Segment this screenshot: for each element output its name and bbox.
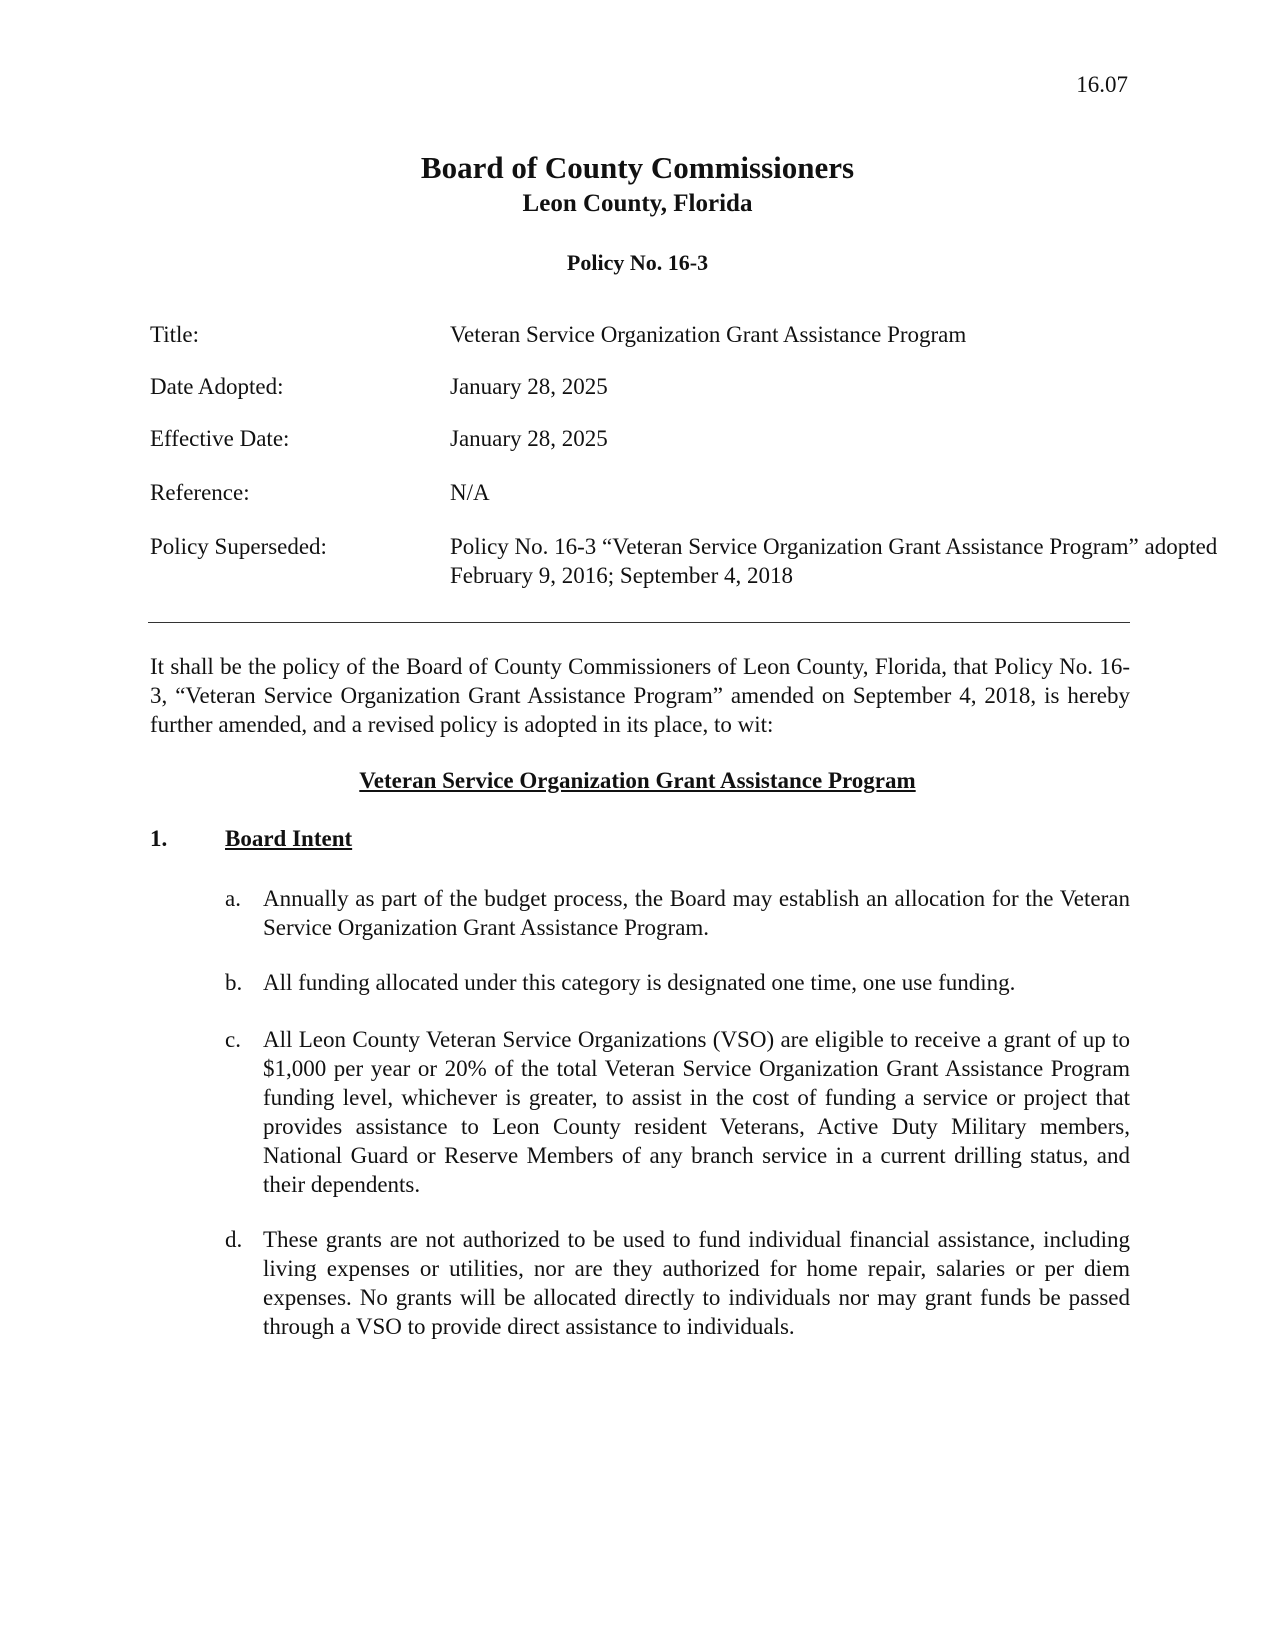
- meta-value: January 28, 2025: [450, 374, 608, 399]
- horizontal-divider: [148, 622, 1130, 623]
- section-title: Veteran Service Organization Grant Assistance Program: [359, 768, 916, 793]
- document-subtitle: Leon County, Florida: [522, 190, 753, 217]
- meta-label: Policy Superseded:: [150, 534, 327, 559]
- list-item-letter: d.: [225, 1227, 243, 1252]
- list-item-text: All funding allocated under this category is designated one time, one use funding.: [263, 970, 1016, 995]
- section-number: 1.: [150, 826, 168, 851]
- section-heading: Board Intent: [225, 826, 353, 851]
- list-item-text: Annually as part of the budget process, the Board may establish an allocation for the Veteran Service Organization Grant Assistance Program.: [263, 886, 1130, 940]
- meta-label: Title:: [150, 322, 200, 347]
- list-item-text: These grants are not authorized to be used to fund individual financial assistance, including living expenses or utilities, nor are they authorized for home repair, salaries or per diem expenses. No grants will be allocated directly to individuals nor may grant funds be passed through a VSO to provide direct assistance to individuals.: [263, 1227, 1130, 1339]
- list-item-letter: c.: [225, 1027, 241, 1052]
- policy-number: Policy No. 16-3: [566, 250, 709, 275]
- list-item-letter: b.: [225, 970, 243, 995]
- meta-label: Reference:: [150, 480, 250, 505]
- list-item-text: All Leon County Veteran Service Organizations (VSO) are eligible to receive a grant of up to $1,000 per year or 20% of the total Veteran Service Organization Grant Assistance Program funding level, whichever is greater, to assist in the cost of funding a service or project that provides assistance to Leon County resident Veterans, Active Duty Military members, National Guard or Reserve Members of any branch service in a current drilling status, and their dependents.: [263, 1027, 1130, 1197]
- list-item-letter: a.: [225, 886, 241, 911]
- meta-value: Veteran Service Organization Grant Assistance Program: [450, 322, 967, 347]
- document-title: Board of County Commissioners: [420, 150, 855, 185]
- meta-value: January 28, 2025: [450, 426, 608, 451]
- intro-paragraph: It shall be the policy of the Board of County Commissioners of Leon County, Florida, that Policy No. 16-3, “Veteran Service Organization Grant Assistance Program” amended on September 4, 2018, is hereby further amended, and a revised policy is adopted in its place, to wit:: [150, 654, 1130, 737]
- meta-label: Effective Date:: [150, 426, 290, 451]
- meta-value: N/A: [450, 480, 490, 505]
- page-number: 16.07: [1076, 72, 1128, 97]
- meta-value: Policy No. 16-3 “Veteran Service Organization Grant Assistance Program” adopted February 9, 2016; September 4, 2018: [450, 534, 1218, 588]
- meta-label: Date Adopted:: [150, 374, 284, 399]
